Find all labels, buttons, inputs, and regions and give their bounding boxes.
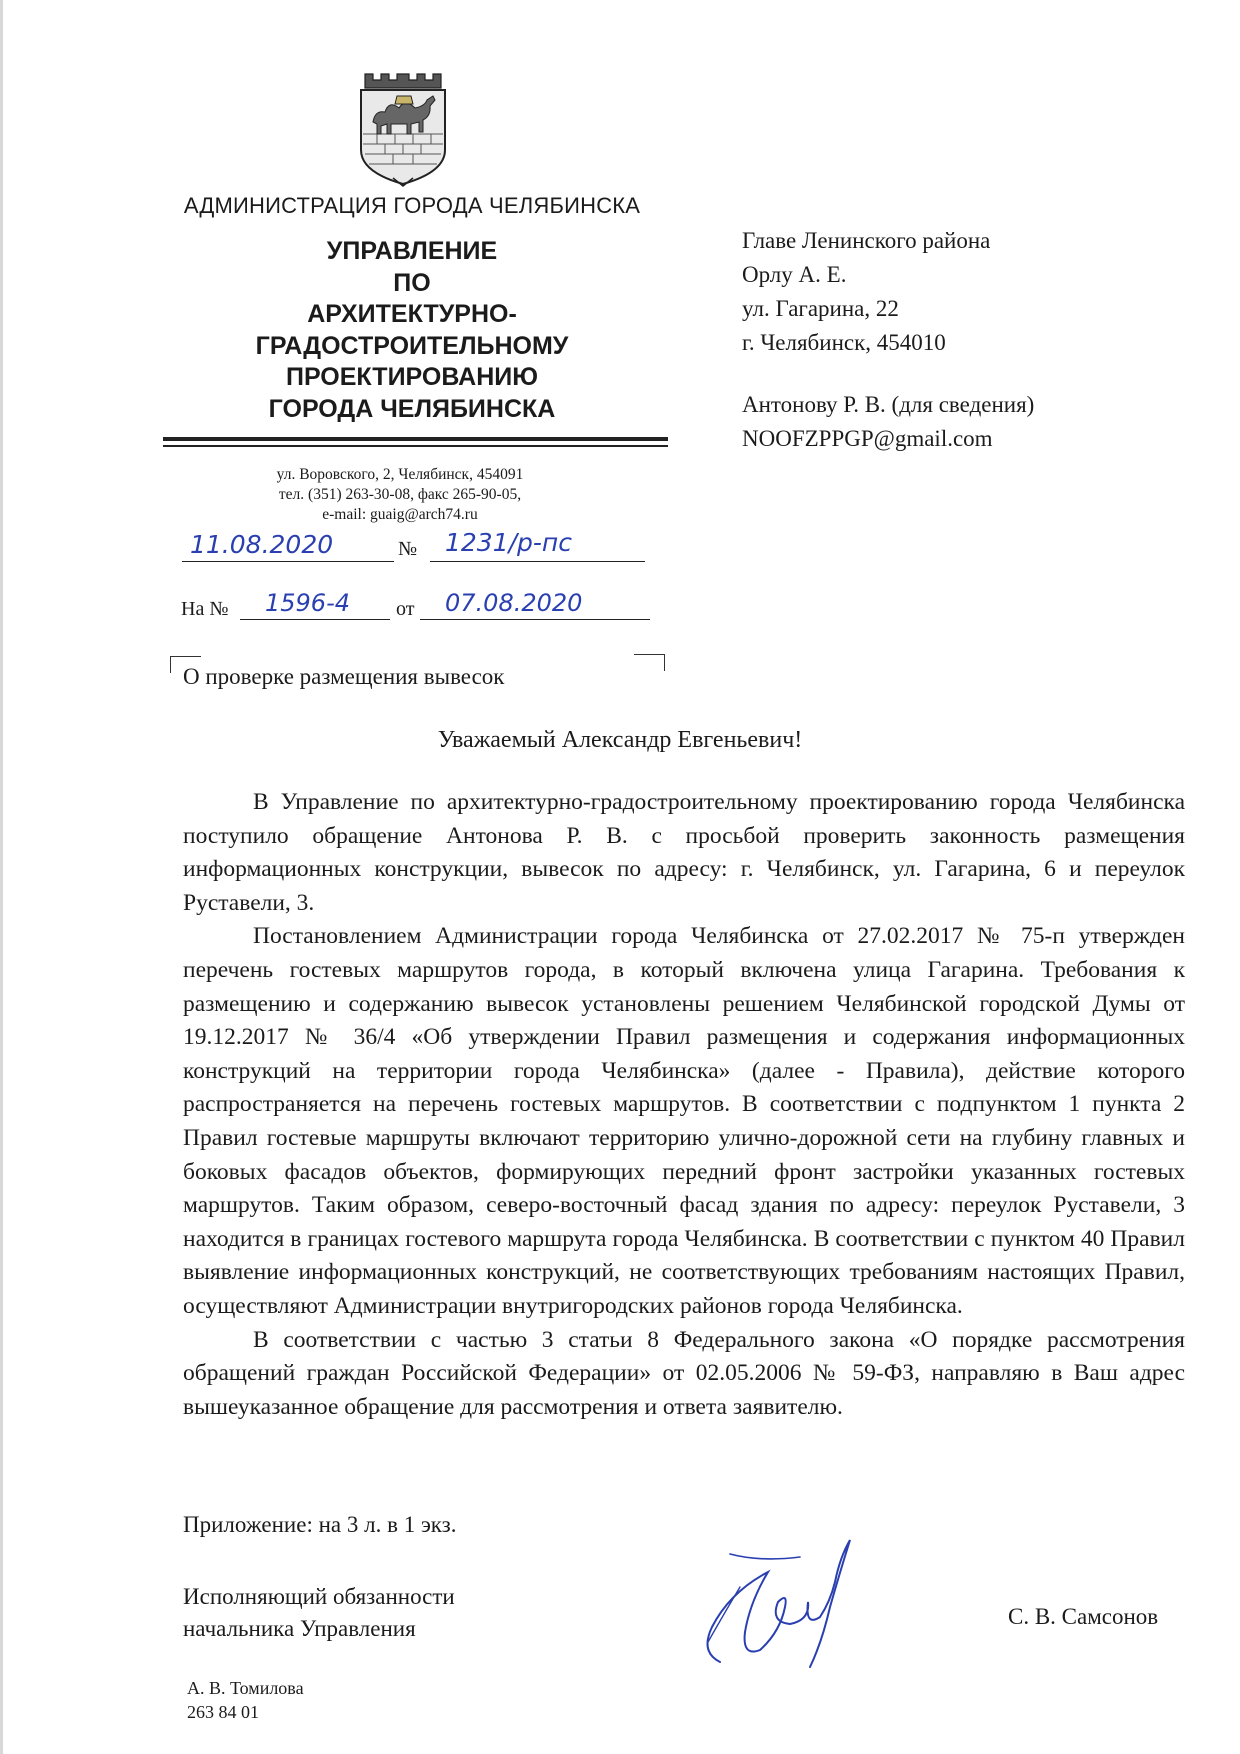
letter-subject: О проверке размещения вывесок (183, 664, 505, 689)
ref-date-underline (420, 619, 650, 620)
ref-number: 1596-4 (265, 589, 351, 617)
department-line: ГОРОДА ЧЕЛЯБИНСКА (268, 394, 556, 423)
signer-title-line: начальника Управления (183, 1616, 416, 1641)
number-label: № (398, 538, 418, 560)
signer-title (183, 1581, 455, 1645)
department-line: ГРАДОСТРОИТЕЛЬНОМУ (255, 331, 569, 360)
addressee-line: ул. Гагарина, 22 (742, 296, 899, 321)
department-line: ПО (393, 268, 431, 297)
number-underline (430, 561, 645, 562)
date-underline (182, 561, 394, 562)
department-line: ПРОЕКТИРОВАНИЮ (285, 363, 538, 391)
header-divider-thick (163, 437, 668, 441)
executor-name: А. В. Томилова (187, 1678, 304, 1698)
header-divider-thin (163, 445, 668, 447)
contact-phone: тел. (351) 263-30-08, факс 265-90-05, (278, 486, 522, 503)
department-name (172, 236, 652, 425)
addressee-line: Орлу А. Е. (742, 262, 847, 287)
ref-number-label: На № (181, 598, 229, 620)
addressee-line: Главе Ленинского района (742, 228, 991, 253)
subject-corner-right (634, 654, 665, 671)
body-paragraph: Постановлением Администрации города Челябинска от 27.02.2017 № 75-п утвержден перечень гостевых маршрутов города, в который включена улица Гагарина. Требования к размещению и содержанию вывесок установлены решением Челябинской городской Думы от 19.12.2017 № 36/4 «Об утверждении Правил размещения и содержания информационных конструкций на территории города Челябинска» (далее - Правила), действие которого распространяется на перечень гостевых маршрутов. В соответствии с подпунктом 1 пункта 2 Правил гостевые маршруты включают территорию улично-дорожной сети на глубину главных и боковых фасадов объектов, формирующих передний фронт застройки указанных гостевых маршрутов. Таким образом, северо-восточный фасад здания по адресу: переулок Руставели, 3 находится в границах гостевого маршрута города Челябинска. В соответствии с пунктом 40 Правил выявление информационных конструкций, не соответствующих требованиям настоящих Правил, осуществляют Администрации внутригородских районов города Челябинска. (183, 923, 1185, 1319)
outgoing-date: 11.08.2020 (190, 530, 334, 559)
ref-from-label: от (396, 598, 415, 620)
signer-title-line: Исполняющий обязанности (183, 1584, 455, 1609)
salutation: Уважаемый Александр Евгеньевич! (437, 727, 803, 753)
department-line: АРХИТЕКТУРНО- (307, 300, 517, 328)
ref-number-underline (240, 619, 390, 620)
letter-body (183, 786, 1185, 1424)
contact-address: ул. Воровского, 2, Челябинск, 454091 (276, 466, 524, 483)
executor-phone: 263 84 01 (187, 1702, 259, 1722)
copy-addressee-line: Антонову Р. В. (для сведения) (742, 392, 1035, 417)
outgoing-number: 1231/р-пс (445, 528, 573, 557)
executor-info (187, 1676, 304, 1724)
addressee-block (742, 224, 990, 360)
contact-email: e-mail: guaig@arch74.ru (322, 506, 478, 523)
addressee-line: г. Челябинск, 454010 (742, 330, 946, 355)
copy-addressee-block (742, 388, 1034, 456)
ref-date: 07.08.2020 (445, 589, 583, 617)
coat-of-arms-emblem (355, 70, 451, 188)
body-paragraph: В соответствии с частью 3 статьи 8 Федерального закона «О порядке рассмотрения обращений граждан Российской Федерации» от 02.05.2006 № 59-ФЗ, направляю в Ваш адрес вышеуказанное обращение для рассмотрения и ответа заявителю. (183, 1326, 1185, 1420)
handwritten-signature (690, 1532, 865, 1677)
scan-edge (0, 0, 3, 1754)
signer-name: С. В. Самсонов (1008, 1604, 1159, 1629)
contact-details (200, 465, 600, 525)
body-paragraph: В Управление по архитектурно-градостроительному проектированию города Челябинска поступило обращение Антонова Р. В. с просьбой проверить законность размещения информационных конструкции, вывесок по адресу: г. Челябинск, ул. Гагарина, 6 и переулок Руставели, 3. (183, 789, 1185, 916)
copy-addressee-email: NOOFZPPGP@gmail.com (742, 426, 993, 451)
department-line: УПРАВЛЕНИЕ (326, 237, 498, 265)
attachment-note: Приложение: на 3 л. в 1 экз. (183, 1512, 457, 1537)
organization-name: АДМИНИСТРАЦИЯ ГОРОДА ЧЕЛЯБИНСКА (183, 193, 641, 218)
